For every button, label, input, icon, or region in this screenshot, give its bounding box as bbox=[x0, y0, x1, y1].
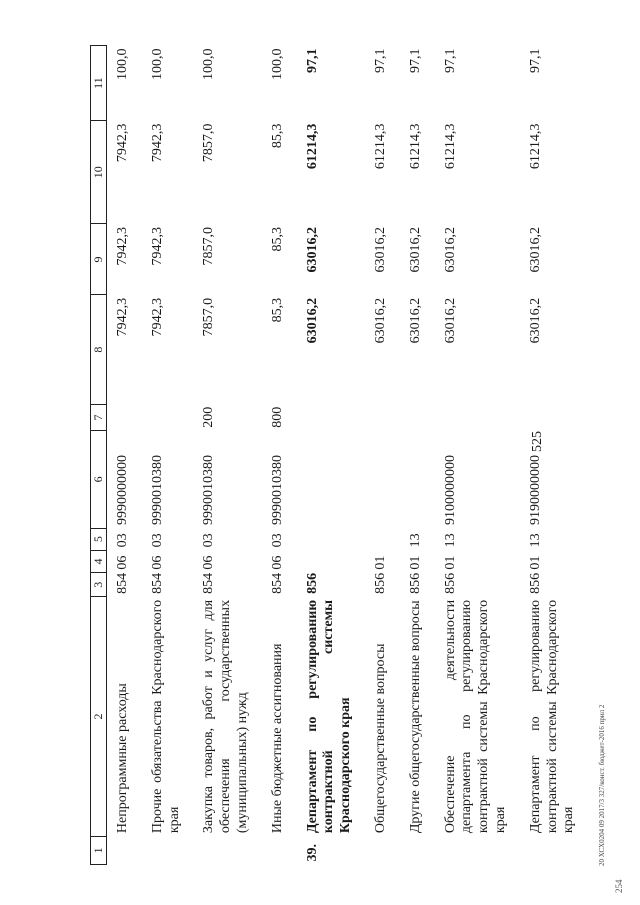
target-article-code: 9990000000 bbox=[115, 455, 130, 526]
row-number bbox=[107, 836, 142, 864]
ministry-code: 856 bbox=[407, 572, 423, 594]
expense-type-code bbox=[142, 404, 194, 430]
column-header: 9 bbox=[91, 224, 107, 295]
executed-amount: 61214,3 bbox=[407, 123, 423, 170]
expense-type-code bbox=[365, 404, 400, 430]
execution-percent: 97,1 bbox=[407, 48, 423, 73]
executed-amount: 7857,0 bbox=[201, 123, 217, 163]
execution-percent: 97,1 bbox=[527, 48, 543, 73]
corner-mark: 254 bbox=[614, 879, 624, 893]
ministry-code: 854 bbox=[149, 572, 165, 594]
item-name: Обеспечение деятельности департамента по регулированию контрактной системы Краснодарского края bbox=[442, 599, 508, 834]
expense-type-code bbox=[107, 404, 142, 430]
expense-type-code: 800 bbox=[269, 406, 285, 428]
refined-amount: 63016,2 bbox=[407, 226, 423, 273]
table-row bbox=[365, 46, 400, 865]
approved-amount: 63016,2 bbox=[407, 297, 423, 344]
ministry-code: 854 bbox=[269, 572, 285, 594]
refined-amount: 63016,2 bbox=[304, 226, 320, 273]
subsection-code: 13 bbox=[407, 533, 423, 548]
item-name: Непрограммные расходы bbox=[115, 683, 130, 834]
refined-amount: 85,3 bbox=[269, 226, 285, 252]
section-code: 01 bbox=[407, 555, 423, 570]
executed-amount: 61214,3 bbox=[372, 123, 388, 170]
refined-amount: 63016,2 bbox=[527, 226, 543, 273]
table-row bbox=[262, 46, 297, 865]
row-number bbox=[262, 836, 297, 864]
item-name: Общегосударственные вопросы bbox=[372, 643, 388, 834]
executed-amount: 61214,3 bbox=[442, 123, 458, 170]
execution-percent: 100,0 bbox=[201, 48, 217, 80]
approved-amount: 63016,2 bbox=[442, 297, 458, 344]
column-header: 10 bbox=[91, 121, 107, 224]
subsection-code: 03 bbox=[201, 533, 217, 548]
execution-percent: 100,0 bbox=[115, 48, 130, 80]
subsection-code: 03 bbox=[149, 533, 165, 548]
section-code bbox=[297, 550, 365, 572]
table-body bbox=[107, 46, 589, 865]
row-number bbox=[435, 836, 520, 864]
section-code: 01 bbox=[442, 555, 458, 570]
table-row bbox=[107, 46, 142, 865]
target-article-code: 9990010380 bbox=[269, 455, 285, 526]
approved-amount: 63016,2 bbox=[304, 297, 320, 344]
subsection-code bbox=[365, 528, 400, 550]
footer-code: 20 ХСХ0204 09 2017/3 327/конст. бюджет-2016 прил 2 bbox=[598, 704, 606, 866]
table-row bbox=[297, 46, 365, 865]
budget-table bbox=[90, 45, 588, 865]
expense-type-code bbox=[297, 404, 365, 430]
subsection-code: 03 bbox=[269, 533, 285, 548]
approved-amount: 7857,0 bbox=[201, 297, 217, 337]
subsection-code: 03 bbox=[115, 533, 130, 548]
target-article-code: 9990010380 bbox=[149, 455, 165, 526]
table-row bbox=[193, 46, 261, 865]
expense-type-code bbox=[520, 404, 588, 430]
item-name: Закупка товаров, работ и услуг для обеспечения государственных (муниципальных) нужд bbox=[201, 599, 250, 834]
target-article-code: 9190000000 bbox=[527, 455, 543, 526]
ministry-code: 856 bbox=[372, 572, 388, 594]
section-code: 01 bbox=[527, 555, 543, 570]
table-row bbox=[520, 46, 588, 865]
column-header: 6 bbox=[91, 431, 107, 528]
subsection-code: 13 bbox=[442, 533, 458, 548]
ministry-code: 856 bbox=[304, 572, 320, 594]
table-row bbox=[400, 46, 435, 865]
target-article-code: 9990010380 bbox=[201, 455, 217, 526]
execution-percent: 97,1 bbox=[304, 48, 320, 73]
row-number bbox=[520, 836, 588, 864]
executed-amount: 7942,3 bbox=[115, 123, 130, 163]
approved-amount: 63016,2 bbox=[527, 297, 543, 344]
refined-amount: 63016,2 bbox=[372, 226, 388, 273]
column-header: 8 bbox=[91, 295, 107, 404]
target-article-code bbox=[365, 431, 400, 528]
section-code: 06 bbox=[115, 555, 130, 570]
execution-percent: 97,1 bbox=[372, 48, 388, 73]
target-article-code: 9100000000 bbox=[442, 455, 458, 526]
target-article-code bbox=[400, 431, 435, 528]
row-number bbox=[193, 836, 261, 864]
budget-table-container bbox=[90, 45, 577, 865]
section-code: 06 bbox=[149, 555, 165, 570]
executed-amount: 7942,3 bbox=[149, 123, 165, 163]
item-name: Прочие обязательства Краснодарского края bbox=[149, 599, 182, 834]
ministry-code: 854 bbox=[115, 572, 130, 594]
page-number: 525 bbox=[530, 431, 545, 452]
executed-amount: 61214,3 bbox=[527, 123, 543, 170]
item-name: Другие общегосударственные вопросы bbox=[407, 600, 423, 834]
column-header: 2 bbox=[91, 597, 107, 836]
target-article-code bbox=[297, 431, 365, 528]
execution-percent: 100,0 bbox=[269, 48, 285, 80]
item-name: Департамент по регулированию контрактной системы Краснодарского края bbox=[304, 599, 354, 834]
approved-amount: 63016,2 bbox=[372, 297, 388, 344]
refined-amount: 7857,0 bbox=[201, 226, 217, 266]
execution-percent: 97,1 bbox=[442, 48, 458, 73]
expense-type-code bbox=[435, 404, 520, 430]
column-header: 4 bbox=[91, 550, 107, 572]
row-number: 39. bbox=[304, 844, 320, 862]
executed-amount: 85,3 bbox=[269, 123, 285, 149]
ministry-code: 854 bbox=[201, 572, 217, 594]
section-code: 06 bbox=[269, 555, 285, 570]
expense-type-code: 200 bbox=[201, 406, 217, 428]
column-header: 11 bbox=[91, 46, 107, 121]
subsection-code: 13 bbox=[527, 533, 543, 548]
refined-amount: 7942,3 bbox=[115, 226, 130, 266]
table-row bbox=[142, 46, 194, 865]
subsection-code bbox=[297, 528, 365, 550]
section-code: 06 bbox=[201, 555, 217, 570]
item-name: Департамент по регулированию контрактной системы Краснодарского края bbox=[527, 599, 577, 834]
column-header: 7 bbox=[91, 404, 107, 430]
header-row bbox=[91, 46, 107, 865]
ministry-code: 856 bbox=[442, 572, 458, 594]
column-header: 1 bbox=[91, 836, 107, 864]
ministry-code: 856 bbox=[527, 572, 543, 594]
column-header: 5 bbox=[91, 528, 107, 550]
refined-amount: 63016,2 bbox=[442, 226, 458, 273]
row-number bbox=[400, 836, 435, 864]
row-number bbox=[365, 836, 400, 864]
approved-amount: 85,3 bbox=[269, 297, 285, 323]
expense-type-code bbox=[400, 404, 435, 430]
refined-amount: 7942,3 bbox=[149, 226, 165, 266]
column-header: 3 bbox=[91, 573, 107, 597]
execution-percent: 100,0 bbox=[149, 48, 165, 80]
executed-amount: 61214,3 bbox=[304, 123, 320, 170]
row-number bbox=[142, 836, 194, 864]
item-name: Иные бюджетные ассигнования bbox=[269, 643, 285, 834]
table-row bbox=[435, 46, 520, 865]
approved-amount: 7942,3 bbox=[149, 297, 165, 337]
section-code: 01 bbox=[372, 555, 388, 570]
approved-amount: 7942,3 bbox=[115, 297, 130, 337]
